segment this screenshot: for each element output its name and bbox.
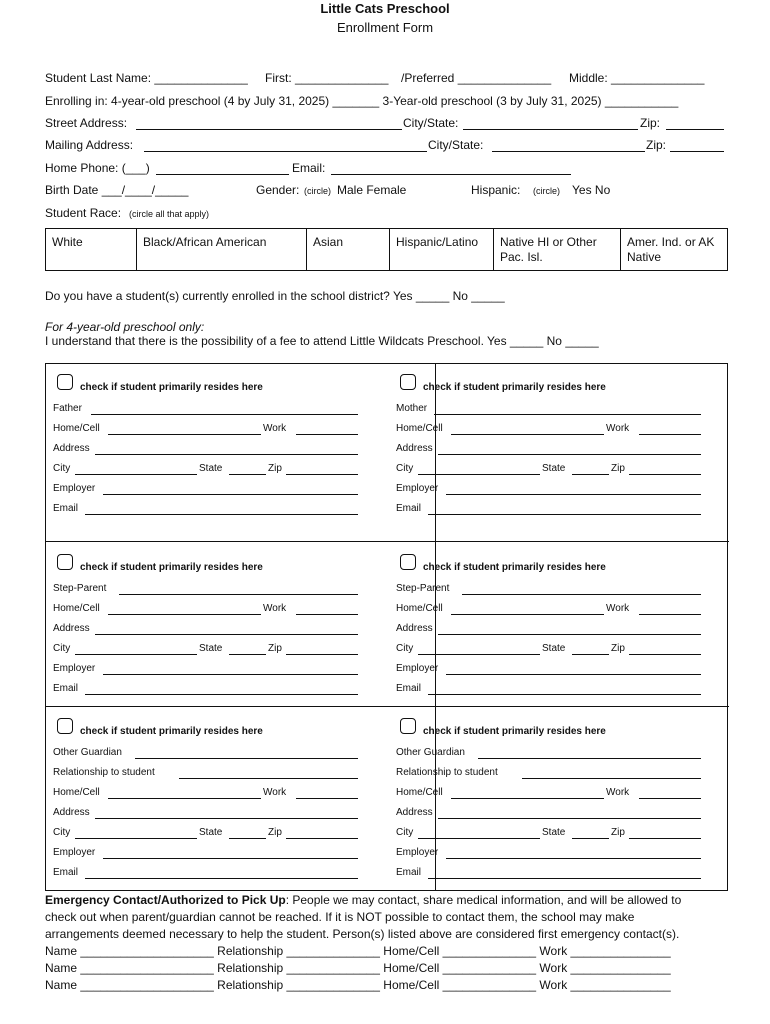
guardian-role-line[interactable] — [434, 414, 701, 415]
student-first-name-field[interactable]: First: ______________ — [265, 71, 389, 85]
street-zip-line[interactable] — [666, 129, 724, 130]
street-address-label: Street Address: — [45, 116, 128, 130]
address-line[interactable] — [95, 454, 358, 455]
home-cell-line[interactable] — [451, 434, 604, 435]
work-line[interactable] — [296, 614, 358, 615]
employer-label: Employer — [396, 483, 439, 494]
gender-options[interactable]: Male Female — [337, 183, 407, 197]
street-address-line[interactable] — [136, 129, 402, 130]
resides-here-checkbox[interactable] — [57, 374, 73, 390]
resides-here-checkbox[interactable] — [57, 554, 73, 570]
home-cell-label: Home/Cell — [396, 603, 443, 614]
home-cell-label: Home/Cell — [396, 423, 443, 434]
email-label: Email — [53, 503, 79, 514]
guardian-role-label: Father — [53, 403, 82, 414]
mailing-zip-line[interactable] — [670, 151, 724, 152]
state-line[interactable] — [572, 654, 609, 655]
resides-here-label: check if student primarily resides here — [423, 382, 606, 393]
relationship-label: Relationship to student — [53, 767, 155, 778]
mailing-address-line[interactable] — [144, 151, 427, 152]
address-line[interactable] — [95, 818, 358, 819]
guardian-role-label: Step-Parent — [396, 583, 450, 594]
zip-label: Zip — [611, 643, 625, 654]
street-zip-label: Zip: — [640, 116, 661, 130]
work-label: Work — [606, 423, 630, 434]
city-line[interactable] — [75, 838, 197, 839]
city-line[interactable] — [418, 474, 540, 475]
guardian-role-line[interactable] — [91, 414, 358, 415]
zip-label: Zip — [268, 463, 282, 474]
employer-line[interactable] — [446, 674, 701, 675]
state-line[interactable] — [572, 838, 609, 839]
race-table — [45, 228, 728, 271]
home-cell-line[interactable] — [108, 434, 261, 435]
resides-here-checkbox[interactable] — [57, 718, 73, 734]
guardian-role-label: Other Guardian — [53, 747, 122, 758]
address-label: Address — [396, 443, 433, 454]
city-label: City — [53, 827, 71, 838]
email-line[interactable] — [428, 878, 701, 879]
home-cell-line[interactable] — [108, 798, 261, 799]
fee-heading: For 4-year-old preschool only: — [45, 320, 205, 334]
email-line[interactable] — [428, 694, 701, 695]
work-label: Work — [263, 423, 287, 434]
work-line[interactable] — [639, 798, 701, 799]
guardian-role-line[interactable] — [462, 594, 701, 595]
address-label: Address — [396, 623, 433, 634]
resides-here-checkbox[interactable] — [400, 718, 416, 734]
grid-divider-vertical — [435, 364, 436, 890]
email-label: Email — [53, 683, 79, 694]
state-line[interactable] — [229, 474, 266, 475]
email-line[interactable] — [331, 174, 571, 175]
home-cell-line[interactable] — [108, 614, 261, 615]
relationship-label: Relationship to student — [396, 767, 498, 778]
employer-line[interactable] — [103, 674, 358, 675]
city-line[interactable] — [418, 654, 540, 655]
email-label: Email — [53, 867, 79, 878]
address-label: Address — [53, 807, 90, 818]
home-phone-line[interactable] — [156, 174, 289, 175]
email-line[interactable] — [428, 514, 701, 515]
address-label: Address — [396, 807, 433, 818]
guardian-role-line[interactable] — [119, 594, 358, 595]
form-title: Little Cats Preschool — [320, 1, 450, 16]
gender-label: Gender: — [256, 183, 300, 197]
state-label: State — [542, 827, 566, 838]
state-label: State — [199, 643, 223, 654]
enrolling-in-field[interactable]: Enrolling in: 4-year-old preschool (4 by July 31, 2025) _______ 3-Year-old preschool (3 by July 31, 2025) ___________ — [45, 94, 679, 108]
emergency-contact-row[interactable]: Name ____________________ Relationship ______________ Home/Cell ______________ Work _______________ — [45, 961, 671, 975]
emergency-text-2: check out when parent/guardian cannot be reached. If it is NOT possible to contact them, the school may make — [45, 910, 635, 924]
email-line[interactable] — [85, 878, 358, 879]
hispanic-options[interactable]: Yes No — [572, 183, 611, 197]
emergency-contact-row[interactable]: Name ____________________ Relationship ______________ Home/Cell ______________ Work _______________ — [45, 944, 671, 958]
resides-here-label: check if student primarily resides here — [80, 562, 263, 573]
home-cell-label: Home/Cell — [53, 603, 100, 614]
district-question[interactable]: Do you have a student(s) currently enrolled in the school district? Yes _____ No _____ — [45, 289, 505, 303]
home-phone-label: Home Phone: (___) — [45, 161, 150, 175]
grid-divider-1 — [46, 541, 729, 542]
employer-label: Employer — [53, 847, 96, 858]
guardian-role-line[interactable] — [478, 758, 701, 759]
guardian-role-label: Step-Parent — [53, 583, 107, 594]
emergency-text-1: : People we may contact, share medical information, and will be allowed to — [285, 893, 682, 907]
email-line[interactable] — [85, 694, 358, 695]
resides-here-label: check if student primarily resides here — [423, 726, 606, 737]
email-label: Email — [396, 683, 422, 694]
zip-label: Zip — [611, 827, 625, 838]
state-label: State — [199, 463, 223, 474]
race-option-hispanic[interactable]: Hispanic/Latino — [390, 229, 494, 270]
work-label: Work — [606, 603, 630, 614]
zip-label: Zip — [268, 827, 282, 838]
address-line[interactable] — [438, 454, 701, 455]
city-label: City — [396, 827, 414, 838]
street-city-state-line[interactable] — [463, 129, 638, 130]
form-subtitle: Enrollment Form — [336, 20, 434, 35]
zip-label: Zip — [611, 463, 625, 474]
email-label: Email: — [292, 161, 326, 175]
zip-line[interactable] — [286, 474, 358, 475]
city-line[interactable] — [418, 838, 540, 839]
zip-label: Zip — [268, 643, 282, 654]
resides-here-label: check if student primarily resides here — [423, 562, 606, 573]
mailing-city-state-label: City/State: — [428, 138, 484, 152]
employer-label: Employer — [396, 847, 439, 858]
employer-line[interactable] — [103, 858, 358, 859]
race-option-amer-ind[interactable]: Amer. Ind. or AK Native — [627, 235, 715, 264]
student-race-label: Student Race: — [45, 206, 122, 220]
student-preferred-name-field[interactable]: /Preferred ______________ — [401, 71, 552, 85]
fee-question[interactable]: I understand that there is the possibility of a fee to attend Little Wildcats Preschool. Yes _____ No _____ — [45, 334, 599, 348]
state-line[interactable] — [229, 838, 266, 839]
birth-date-field[interactable]: Birth Date ___/____/_____ — [45, 183, 189, 197]
student-last-name-field[interactable]: Student Last Name: ______________ — [45, 71, 248, 85]
zip-line[interactable] — [286, 654, 358, 655]
race-option-asian[interactable]: Asian — [307, 229, 390, 270]
grid-divider-2 — [46, 706, 729, 707]
city-label: City — [53, 643, 71, 654]
email-label: Email — [396, 867, 422, 878]
address-label: Address — [53, 443, 90, 454]
student-race-hint: (circle all that apply) — [129, 209, 210, 219]
resides-here-checkbox[interactable] — [400, 554, 416, 570]
city-label: City — [396, 643, 414, 654]
city-label: City — [396, 463, 414, 474]
guardian-role-label: Mother — [396, 403, 428, 414]
employer-label: Employer — [396, 663, 439, 674]
address-line[interactable] — [438, 634, 701, 635]
employer-line[interactable] — [446, 858, 701, 859]
street-city-state-label: City/State: — [403, 116, 459, 130]
address-line[interactable] — [95, 634, 358, 635]
relationship-line[interactable] — [179, 778, 358, 779]
zip-line[interactable] — [286, 838, 358, 839]
race-option-black[interactable]: Black/African American — [137, 229, 307, 270]
hispanic-hint: (circle) — [533, 186, 560, 196]
state-line[interactable] — [572, 474, 609, 475]
work-line[interactable] — [296, 798, 358, 799]
employer-line[interactable] — [446, 494, 701, 495]
work-label: Work — [263, 603, 287, 614]
city-line[interactable] — [75, 474, 197, 475]
mailing-city-state-line[interactable] — [492, 151, 645, 152]
employer-line[interactable] — [103, 494, 358, 495]
work-label: Work — [263, 787, 287, 798]
employer-label: Employer — [53, 663, 96, 674]
mailing-zip-label: Zip: — [646, 138, 667, 152]
home-cell-label: Home/Cell — [53, 423, 100, 434]
zip-line[interactable] — [629, 838, 701, 839]
resides-here-label: check if student primarily resides here — [80, 726, 263, 737]
work-line[interactable] — [296, 434, 358, 435]
work-line[interactable] — [639, 614, 701, 615]
guardian-role-label: Other Guardian — [396, 747, 465, 758]
address-label: Address — [53, 623, 90, 634]
emergency-contact-row[interactable]: Name ____________________ Relationship ______________ Home/Cell ______________ Work _______________ — [45, 978, 671, 992]
state-label: State — [199, 827, 223, 838]
emergency-text-3: arrangements deemed necessary to help the student. Person(s) listed above are considered first emergency contact(s). — [45, 927, 680, 941]
zip-line[interactable] — [629, 474, 701, 475]
student-middle-name-field[interactable]: Middle: ______________ — [569, 71, 705, 85]
guardian-grid — [45, 363, 728, 891]
emergency-line-1 — [45, 893, 681, 907]
address-line[interactable] — [438, 818, 701, 819]
race-option-white[interactable]: White — [46, 229, 137, 270]
city-label: City — [53, 463, 71, 474]
state-label: State — [542, 643, 566, 654]
resides-here-checkbox[interactable] — [400, 374, 416, 390]
state-label: State — [542, 463, 566, 474]
race-option-native-hi[interactable]: Native HI or Other Pac. Isl. — [494, 229, 621, 270]
work-line[interactable] — [639, 434, 701, 435]
zip-line[interactable] — [629, 654, 701, 655]
city-line[interactable] — [75, 654, 197, 655]
work-label: Work — [606, 787, 630, 798]
mailing-address-label: Mailing Address: — [45, 138, 134, 152]
gender-hint: (circle) — [304, 186, 331, 196]
hispanic-label: Hispanic: — [471, 183, 521, 197]
guardian-role-line[interactable] — [135, 758, 358, 759]
home-cell-label: Home/Cell — [396, 787, 443, 798]
email-label: Email — [396, 503, 422, 514]
employer-label: Employer — [53, 483, 96, 494]
home-cell-label: Home/Cell — [53, 787, 100, 798]
resides-here-label: check if student primarily resides here — [80, 382, 263, 393]
home-cell-line[interactable] — [451, 614, 604, 615]
email-line[interactable] — [85, 514, 358, 515]
state-line[interactable] — [229, 654, 266, 655]
relationship-line[interactable] — [522, 778, 701, 779]
emergency-heading: Emergency Contact/Authorized to Pick Up — [45, 893, 286, 907]
home-cell-line[interactable] — [451, 798, 604, 799]
